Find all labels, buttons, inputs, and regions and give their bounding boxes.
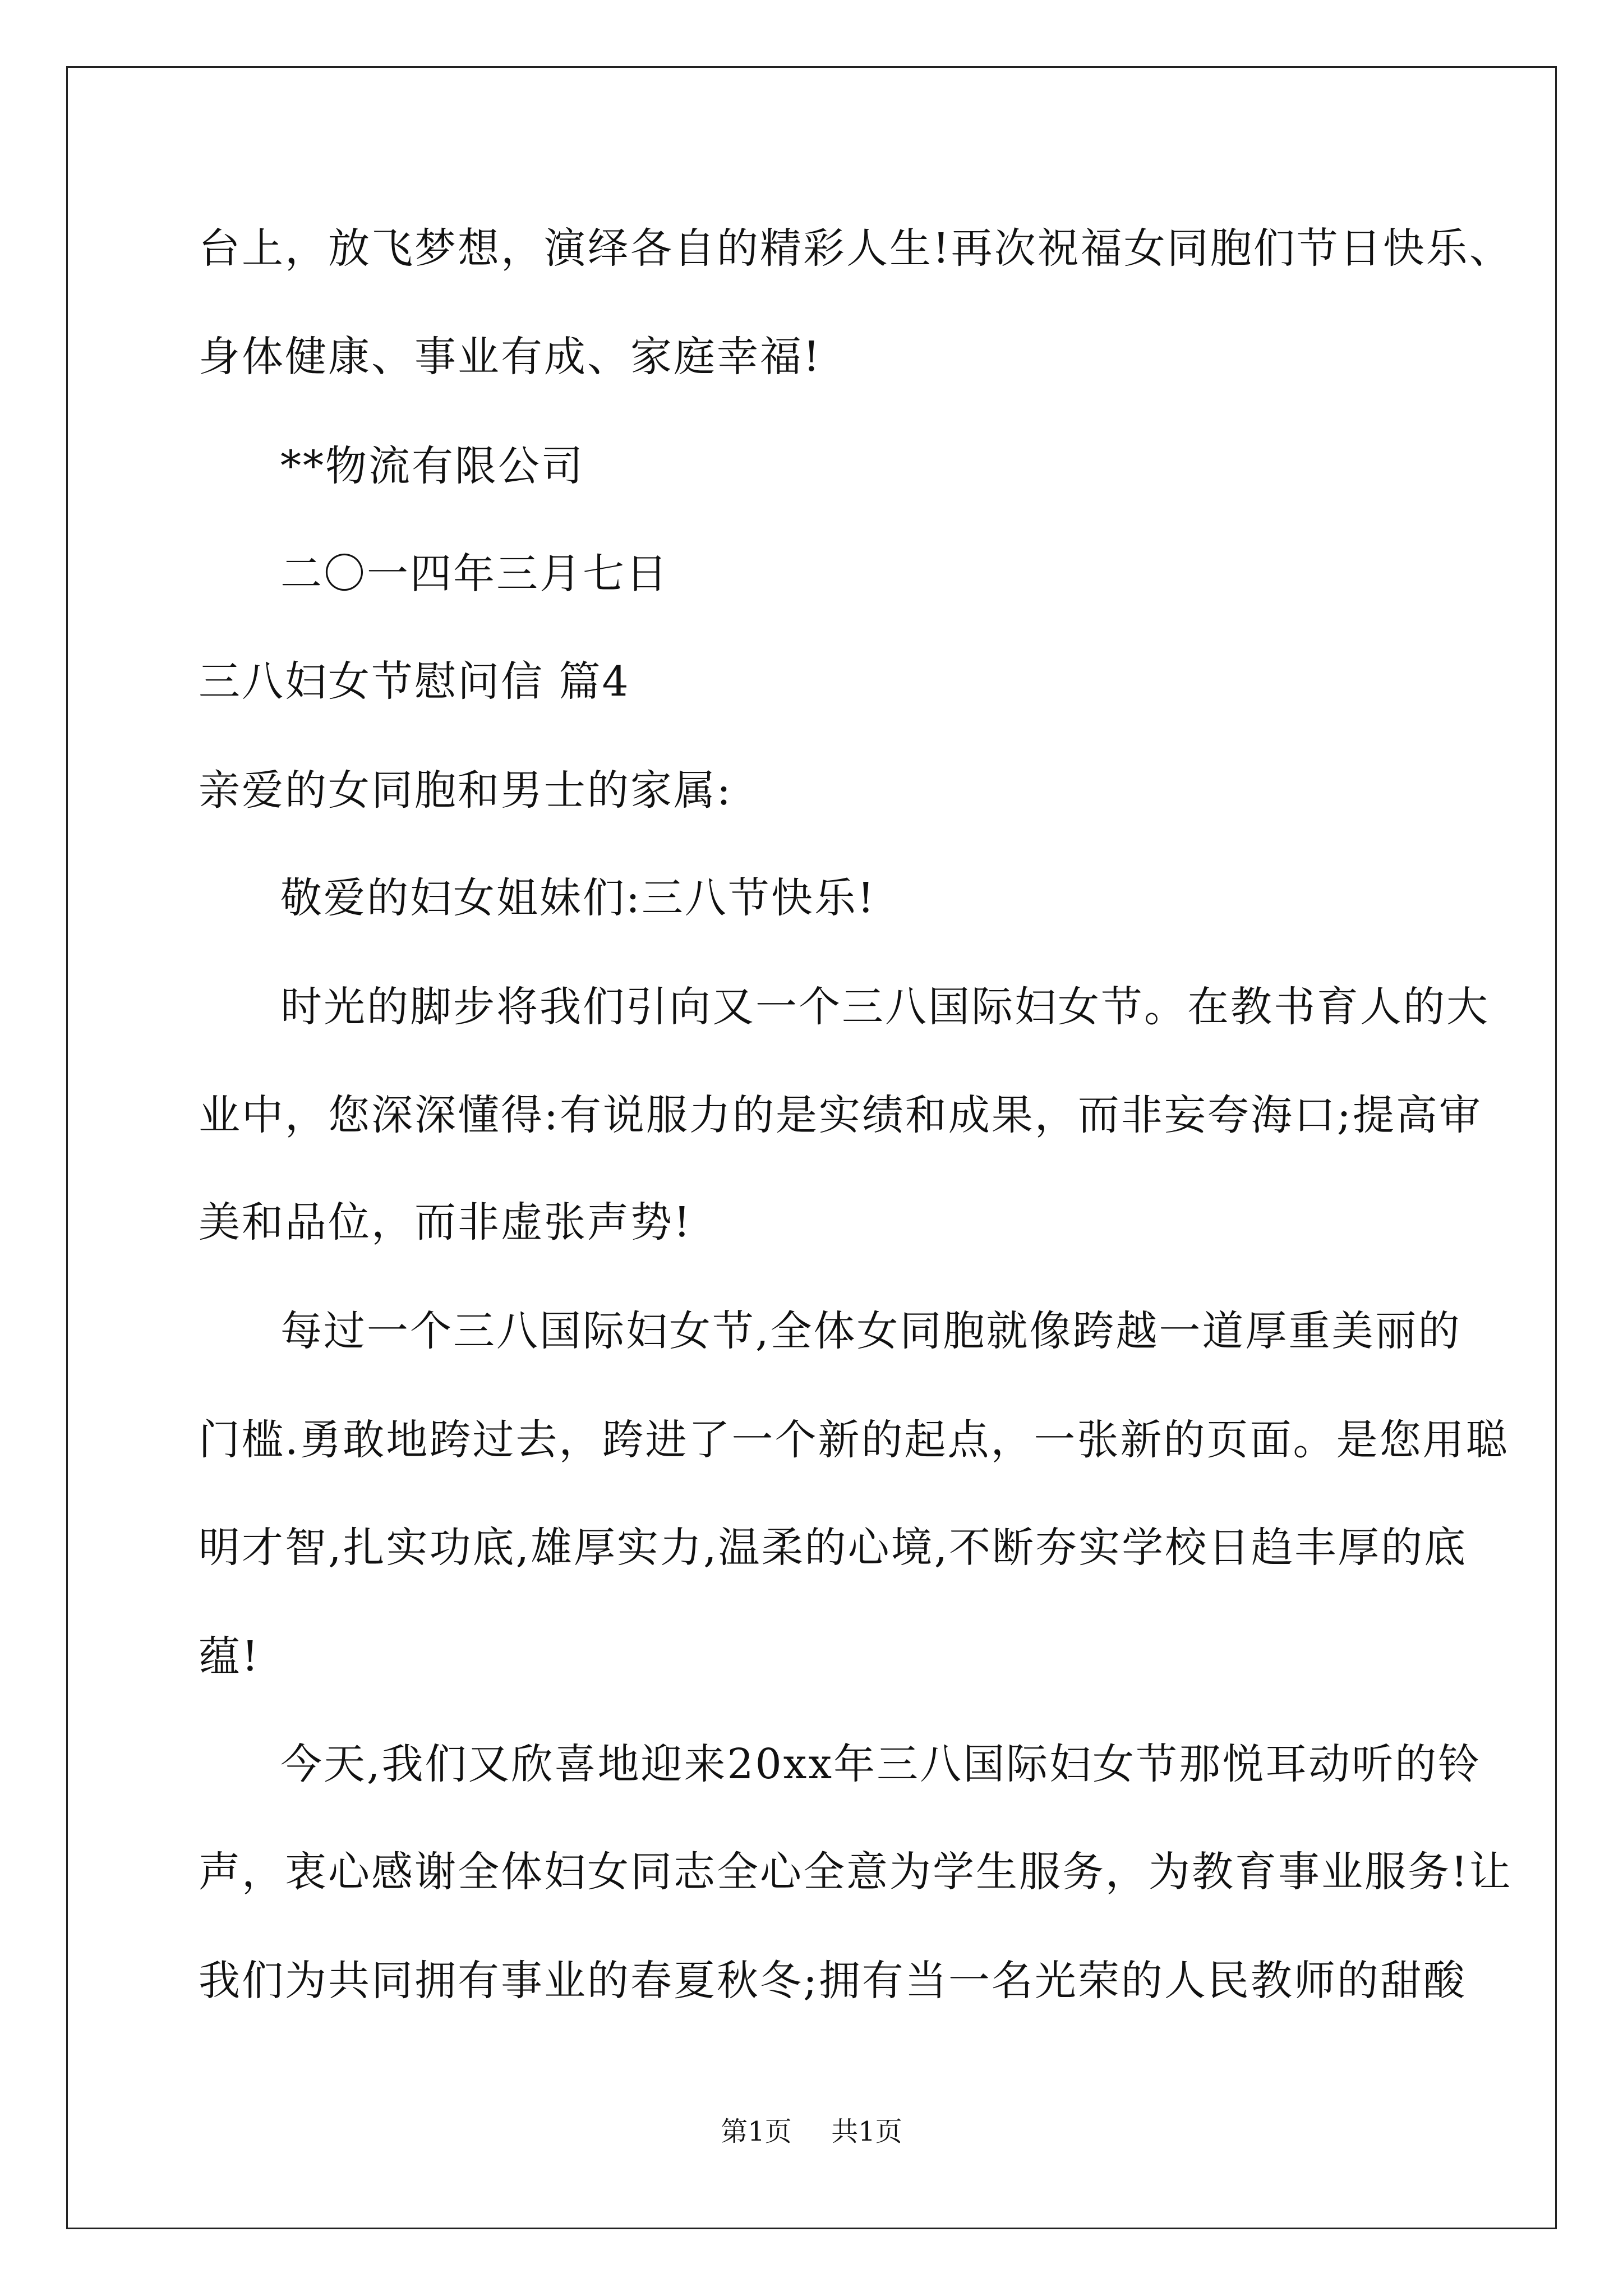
letter-date: 二〇一四年三月七日: [280, 550, 669, 598]
text-line: 明才智,扎实功底,雄厚实力,温柔的心境,不断夯实学校日趋丰厚的底: [199, 1524, 1468, 1572]
page-border: [66, 66, 1557, 2229]
salutation: 亲爱的女同胞和男士的家属:: [199, 766, 732, 815]
text-line: 我们为共同拥有事业的春夏秋冬;拥有当一名光荣的人民教师的甜酸: [199, 1957, 1467, 2005]
greeting: 敬爱的妇女姐妹们:三八节快乐!: [280, 874, 876, 922]
page-total: 共1页: [831, 2116, 902, 2147]
text-line: 业中，您深深懂得:有说服力的是实绩和成果，而非妄夸海口;提高审: [199, 1091, 1482, 1139]
text-line: 每过一个三八国际妇女节,全体女同胞就像跨越一道厚重美丽的: [280, 1307, 1461, 1355]
page-footer: [0, 2115, 1623, 2148]
text-line: 今天,我们又欣喜地迎来20xx年三八国际妇女节那悦耳动听的铃: [280, 1740, 1482, 1788]
text-line: 台上，放飞梦想，演绎各自的精彩人生!再次祝福女同胞们节日快乐、: [199, 224, 1513, 273]
company-name: **物流有限公司: [280, 442, 584, 490]
text-line: 时光的脚步将我们引向又一个三八国际妇女节。在教书育人的大: [280, 983, 1490, 1031]
text-line: 声，衷心感谢全体妇女同志全心全意为学生服务，为教育事业服务!让: [199, 1848, 1513, 1896]
text-line: 美和品位，而非虚张声势!: [199, 1198, 692, 1246]
text-line: 身体健康、事业有成、家庭幸福!: [199, 333, 822, 381]
page-number: 第1页: [721, 2116, 792, 2147]
text-line: 蕴!: [199, 1632, 260, 1681]
text-line: 门槛.勇敢地跨过去，跨进了一个新的起点，一张新的页面。是您用聪: [199, 1416, 1509, 1464]
section-heading: 三八妇女节慰问信 篇4: [199, 657, 630, 706]
